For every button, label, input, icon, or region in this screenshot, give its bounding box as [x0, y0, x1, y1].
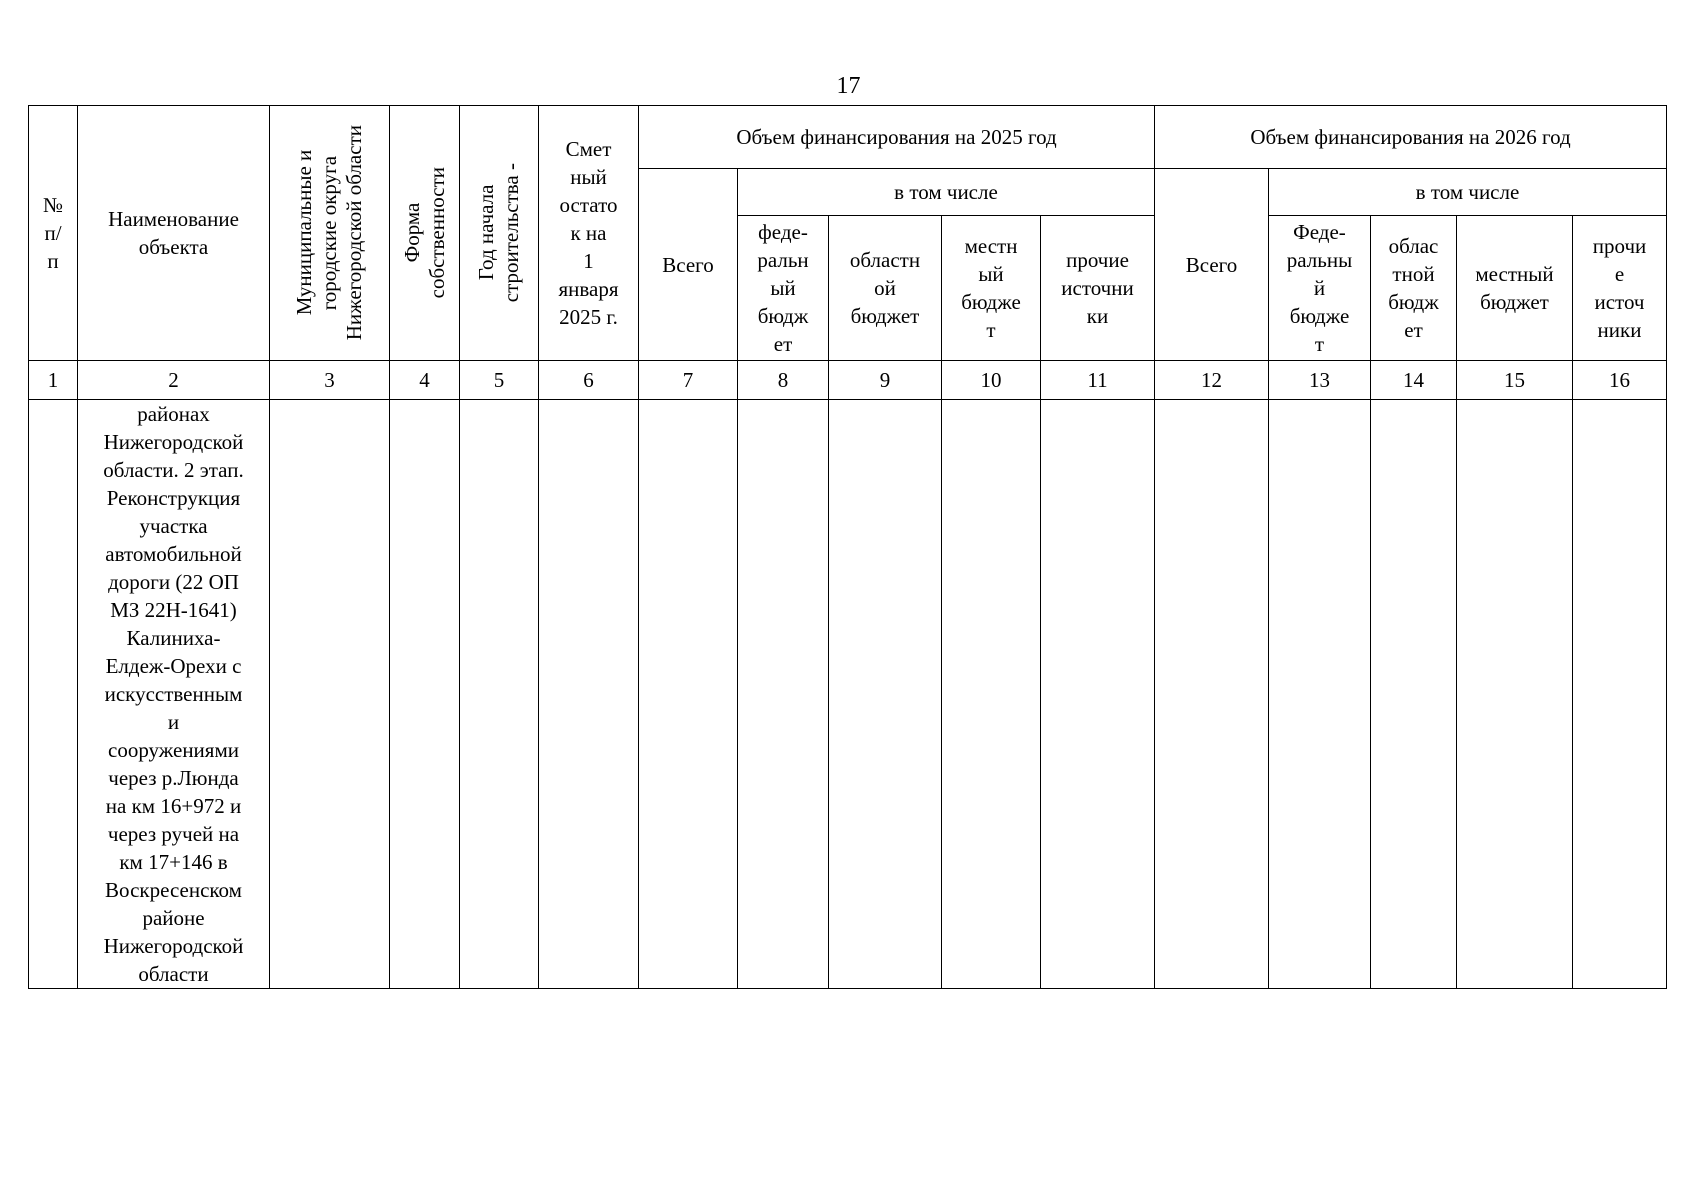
column-number: 3 [270, 361, 390, 400]
header-regional-2026: облас тной бюдж ет [1371, 216, 1457, 361]
header-federal-2025: феде- ральн ый бюдж ет [738, 216, 829, 361]
table-cell [1371, 400, 1457, 989]
column-number-row [29, 361, 1667, 400]
column-number: 5 [460, 361, 539, 400]
header-municipal [270, 106, 390, 361]
header-local-2026: местный бюджет [1457, 216, 1573, 361]
header-federal-2026: Феде- ральны й бюдже т [1269, 216, 1371, 361]
column-number: 1 [29, 361, 78, 400]
table-cell [270, 400, 390, 989]
header-name: Наименование объекта [78, 106, 270, 361]
column-number: 13 [1269, 361, 1371, 400]
header-municipal-text: Муниципальные и городские округа Нижегородской области [292, 125, 366, 341]
column-number: 2 [78, 361, 270, 400]
header-num: № п/ п [29, 106, 78, 361]
header-start-year [460, 106, 539, 361]
header-ownership [390, 106, 460, 361]
column-number: 4 [390, 361, 460, 400]
table-cell [539, 400, 639, 989]
column-number: 14 [1371, 361, 1457, 400]
header-local-2025: местн ый бюдже т [942, 216, 1041, 361]
header-total-2026: Всего [1155, 169, 1269, 361]
table-cell [1041, 400, 1155, 989]
header-other-2026: прочи е источ ники [1573, 216, 1667, 361]
header-including-2025: в том числе [738, 169, 1155, 216]
table-cell [829, 400, 942, 989]
column-number: 10 [942, 361, 1041, 400]
column-number: 6 [539, 361, 639, 400]
header-financing-2025: Объем финансирования на 2025 год [639, 106, 1155, 169]
header-other-2025: прочие источни ки [1041, 216, 1155, 361]
header-regional-2025: областн ой бюджет [829, 216, 942, 361]
column-number: 7 [639, 361, 738, 400]
header-financing-2026: Объем финансирования на 2026 год [1155, 106, 1667, 169]
header-start-year-text: Год начала строительства - [474, 163, 523, 303]
table-cell [390, 400, 460, 989]
table-cell [639, 400, 738, 989]
header-total-2025: Всего [639, 169, 738, 361]
table-cell [460, 400, 539, 989]
table-cell [1155, 400, 1269, 989]
object-name-cell: районах Нижегородской области. 2 этап. Реконструкция участка автомобильной дороги (22 ОП МЗ 22Н-1641) Калиниха- Елдеж-Орехи с искусственным и сооружениями через р.Люнда на км 16+972 и через ручей на км 17+146 в Воскресенском районе Нижегородской области [78, 400, 270, 989]
column-number: 8 [738, 361, 829, 400]
table-cell [942, 400, 1041, 989]
column-number: 12 [1155, 361, 1269, 400]
page-number: 17 [836, 73, 861, 99]
table-row [29, 400, 1667, 989]
column-number: 16 [1573, 361, 1667, 400]
financing-table [28, 105, 1667, 989]
table-cell [1269, 400, 1371, 989]
header-estimate: Смет ный остато к на 1 января 2025 г. [539, 106, 639, 361]
column-number: 11 [1041, 361, 1155, 400]
table-cell [1573, 400, 1667, 989]
column-number: 15 [1457, 361, 1573, 400]
row-num-cell [29, 400, 78, 989]
column-number: 9 [829, 361, 942, 400]
table-cell [1457, 400, 1573, 989]
header-ownership-text: Форма собственности [399, 167, 449, 299]
header-including-2026: в том числе [1269, 169, 1667, 216]
table-cell [738, 400, 829, 989]
